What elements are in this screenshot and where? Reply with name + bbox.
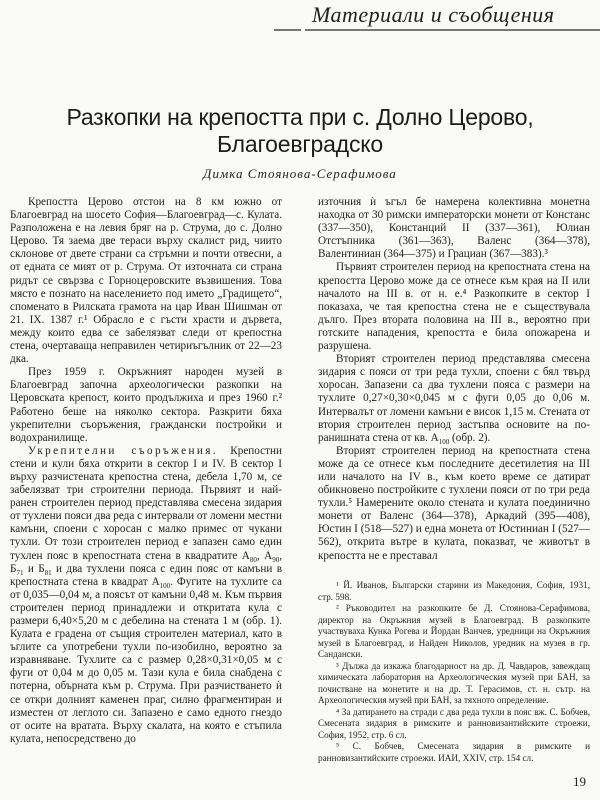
footnote: ³ Дължа да изкажа благодарност на др. Д. Чавдаров, завеждащ химическата лаборатория на Археологическия музей при БАН, за почистване на монетите и на др. Т. Герасимов, ст. н. сътр. на Археологическия музей при БАН, за тяхното определение. xyxy=(318,660,590,705)
article-title-line-2: Благоевградско xyxy=(217,131,383,157)
paragraph-text: Вторият строителен период представлява смесена зидария с пояси от три реда тухли, споени с бял твърд хоросан. Запазени са два тухлени пояса с размери на тухлите 0,27×0,30×0,045 м с фуги 0,05 до 0,06 м. Интервалът от ломени камъни е висок 1,15 м. Стената от втория строителен период застъпва основите на по-ранишната стена от кв. А xyxy=(318,353,590,444)
paragraph: Крепостта Церово отстои на 8 км южно от Благоевград на шосето София—Благоевград—с. Кулата. Разположена е на левия бряг на р. Струма, до с. Долно Церово. Тя заема две тераси върху скалист рид, чиито склонове от двете страни са стръмни и почти отвесни, а от едната се мият от р. Струма. От източната си страна ридът се свързва с Горноцеровските възвишения. Това място е познато на населението под името „Градището“, споменато в Рилската грамота на цар Иван Шишман от 21. IX. 1387 г.¹ Обрасло е с гъсти храсти и дървета, между които едва се забелязват следи от крепостна стена, очертаваща неправилен четириъгълник от 22—23 дка. xyxy=(10,196,282,366)
page-number: 19 xyxy=(573,774,586,789)
subsection-heading: Укрепителни съоръжения. xyxy=(28,444,218,457)
paragraph-text: и Б xyxy=(23,562,45,575)
paragraph-text: , А xyxy=(256,549,273,562)
paragraph: Първият строителен период на крепостната стена на крепостта Церово може да се отнесе към края на II или началото на III в. от н. е.⁴ Разкопките в сектор I показаха, че тая крепостна стена не е съществувала дълго. През втората половина на III в., вероятно при готските нападения, крепостта е била опожарена и разрушена. xyxy=(318,261,590,353)
paragraph-text: . Фугите на тухлите са от 0,035—0,04 м, а поясът от камъни 0,48 м. Към първия строителен период принадлежи и откритата кула с размери 6,40×5,20 м с дебелина на стената 1 м (обр. 1). Кулата е градена от същия строителен материал, като в ъглите са употребени тухли по-изобилно, вероятно за изравняване. Тухлите са с размер 0,28×0,31×0,05 м с фуги от 0,04 м до 0,05 м. Тази кула е била снабдена с потерна, обърната към р. Струма. При разчистването ѝ се откри долният каменен праг, силно фрагментиран и изместен от леглото си. Запазено е само едното гнездо от осите на вратата. Върху скалата, на която е стъпила кулата, непосредствено до xyxy=(10,575,282,745)
header-rule-segment-short xyxy=(274,29,301,31)
paragraph: Вторият строителен период на крепостната стена може да се отнесе към последните десетилетия на III или началото на IV в., към което време се датират обикновено постройките с тухлени пояси от по три реда тухли.⁵ Намерените около стената и кулата поединично монети от Валенс (364—378), Аркадий (395—408), Юстин I (518—527) и една монета от Юстиниан I (527—562), открита вътре в кулата, показват, че животът в крепостта не е преставал xyxy=(318,444,590,562)
paragraph: източния ѝ ъгъл бе намерена колективна монетна находка от 30 римски императорски монети от Констанс (337—350), Констанций II (337—361), Юлиан Отстъпника (361—363), Валенс (364—378), Валентиниан (364—375) и Грациан (367—383).³ xyxy=(318,196,590,261)
paragraph: През 1959 г. Окръжният народен музей в Благоевград започна археологически разкопки на Церовската крепост, които продължиха и през 1960 г.² Работено беше на няколко сектора. Разкрити бяха укрепителни съоръжения, граждански постройки и водохранилище. xyxy=(10,366,282,444)
square-subscript: 81 xyxy=(44,568,52,577)
footnotes xyxy=(318,580,590,764)
right-column xyxy=(318,196,590,563)
paragraph xyxy=(10,445,282,746)
footnote: ⁴ За датирането на стради с два реда тухли в пояс вж. С. Бобчев, Смесената зидария в римските и ранновизантийските строежи, София, 1952, стр. 6 сл. xyxy=(318,706,590,740)
square-subscript: 100 xyxy=(438,437,450,446)
footnote: ¹ Й. Иванов, Български старини из Македония, София, 1931, стр. 598. xyxy=(318,580,590,602)
paragraph-text: , Б xyxy=(10,549,282,575)
footnote: ² Ръководител на разкопките бе Д. Стоянова-Серафимова, директор на Окръжния музей в Благоевград. В разкопките участвуваха Кунка Рогева и Йордан Ванчев, уредници на Окръжния музей в Благоевград, и Найден Николов, уредник на музея в гр. Сандански. xyxy=(318,603,590,659)
square-subscript: 71 xyxy=(16,568,24,577)
header-rule xyxy=(274,29,600,32)
article-author: Димка Стоянова-Серафимова xyxy=(203,166,397,181)
left-column xyxy=(10,196,282,746)
article-title-line-1: Разкопки на крепостта при с. Долно Церово, xyxy=(66,104,534,130)
section-header: Материали и съобщения xyxy=(312,2,555,27)
paragraph-text: (обр. 2). xyxy=(449,431,491,444)
square-subscript: 80 xyxy=(249,555,257,564)
article-title xyxy=(0,104,600,158)
square-subscript: 100 xyxy=(159,581,171,590)
paragraph xyxy=(318,353,590,445)
header-rule-segment-long xyxy=(305,29,600,31)
paragraph-text: Крепостни стени и кули бяха открити в сектор I и IV. В сектор I върху разчистената крепостна стена, дебела 1,70 м, се забелязват три строителни периода. Първият и най-ранен строителен период представлява смесена зидария от тухлени пояси два реда с интервали от ломени местни камъни, споени с хоросан с малко примес от чукани тухли. От този строителен период е запазен само един тухлен пояс в крепостната стена в квадратите А xyxy=(10,444,282,562)
footnote: ⁵ С. Бобчев, Смесената зидария в римските и ранновизантийските строежи. ИАИ, XXIV, стр. 154 сл. xyxy=(318,741,590,763)
square-subscript: 90 xyxy=(272,555,280,564)
paragraph-text: и два тухлени пояса с един пояс от камъни в крепостната стена в квадрат А xyxy=(10,562,282,588)
